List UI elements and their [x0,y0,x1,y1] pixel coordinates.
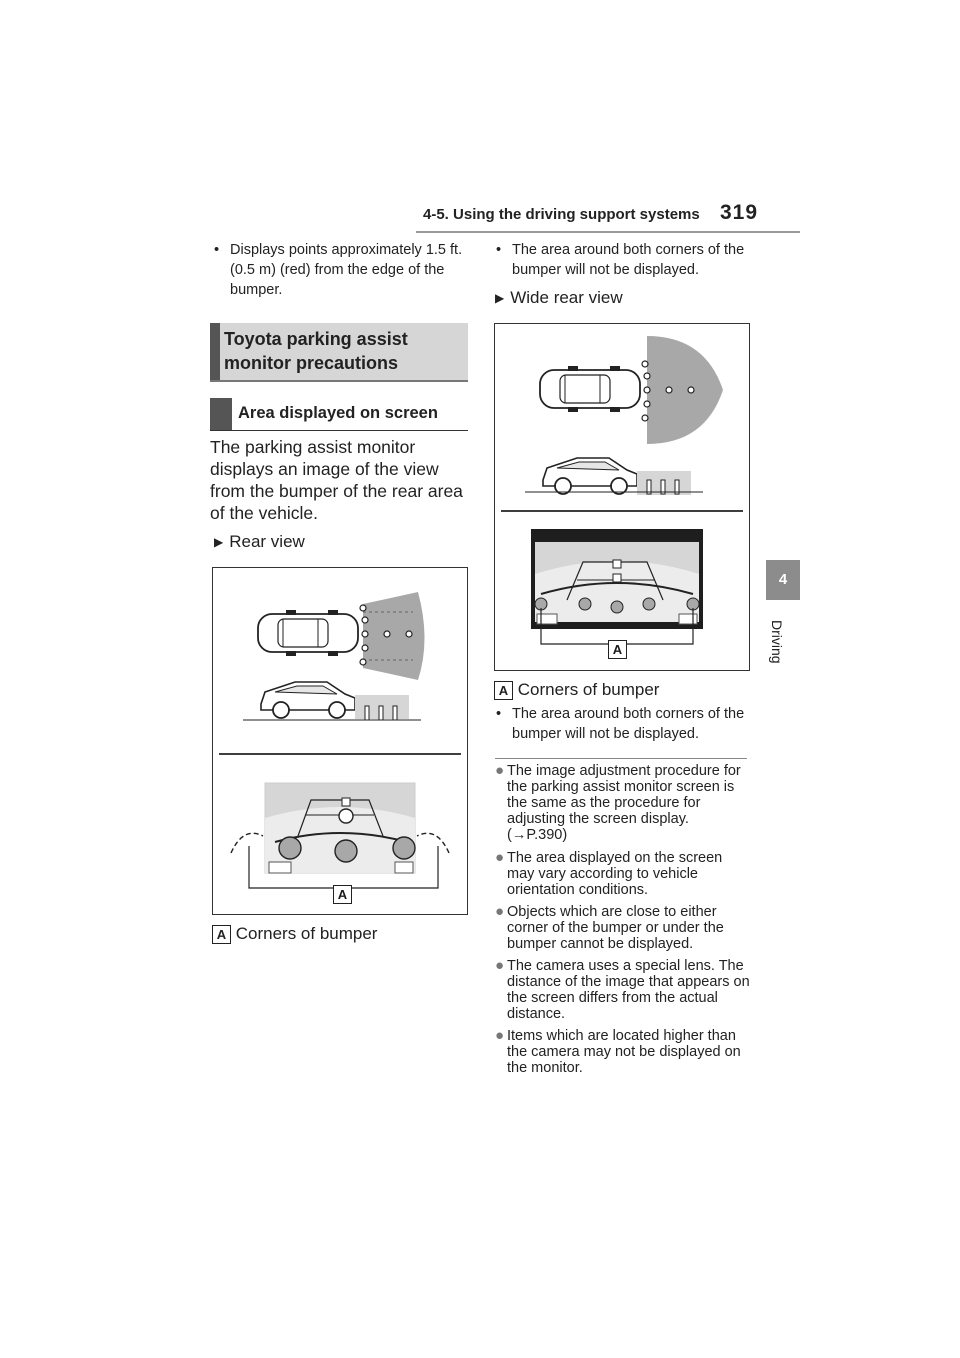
rear-view-label: ▶ Rear view [214,532,305,551]
note-item: ● The camera uses a special lens. The distance of the image that appears on the screen differs from the actual distance. [495,957,750,1022]
body-paragraph: The parking assist monitor displays an image of the view from the bumper of the rear area of the vehicle. [210,437,463,523]
intro-bullet: • Displays points approximately 1.5 ft. (0.5 m) (red) from the edge of the bumper. [214,242,463,298]
note-item: ● The image adjustment procedure for the parking assist monitor screen is the same as the procedure for adjusting the screen display. (→P.390) [495,762,741,843]
car-top-view [258,610,358,656]
section-rule [210,380,468,382]
subsection-title: Area displayed on screen [238,404,438,422]
subsection-header-bar [210,398,232,430]
bullet-circle-icon: ● [495,1027,505,1044]
page-number: 319 [720,201,759,224]
car-side-view [243,682,421,720]
car-side-view [525,458,703,495]
car-top-view [540,366,640,412]
bullet-circle-icon: ● [495,957,505,974]
chapter-label: Driving [769,620,785,664]
section-heading: 4-5. Using the driving support systems [423,206,700,223]
section-title: Toyota parking assist monitor precautions [224,329,408,373]
wide-view-label: ▶ Wide rear view [495,288,623,307]
notes-rule [495,758,747,759]
note-item: ● Items which are located higher than the camera may not be displayed on the monitor. [495,1027,741,1076]
triangle-icon: ▶ [495,291,505,305]
note-item: ● Objects which are close to either corner of the bumper or under the bumper cannot be displayed. [495,903,724,952]
bullet-circle-icon: ● [495,762,505,779]
legend-corners: A Corners of bumper [212,924,377,944]
wide-view-figure [494,323,750,671]
monitor-screen [265,783,415,873]
top-bullet: • The area around both corners of the bumper will not be displayed. [496,242,745,278]
wide-view-illustration [495,324,749,670]
callout-a: A [333,885,352,904]
triangle-icon: ▶ [214,535,224,549]
monitor-screen [531,529,703,629]
header-rule [416,231,800,233]
callout-a: A [608,640,627,659]
note-item: ● The area displayed on the screen may vary according to vehicle orientation conditions. [495,849,723,898]
bullet-circle-icon: ● [495,849,505,866]
bullet-circle-icon: ● [495,903,505,920]
legend-corners: A Corners of bumper [494,680,659,700]
rear-view-illustration [213,568,467,914]
section-header-bar [210,323,220,380]
chapter-tab[interactable]: 4 [766,560,800,600]
legend-badge: A [494,681,513,700]
rear-view-figure [212,567,468,915]
legend-bullet: • The area around both corners of the bumper will not be displayed. [496,706,745,742]
legend-badge: A [212,925,231,944]
